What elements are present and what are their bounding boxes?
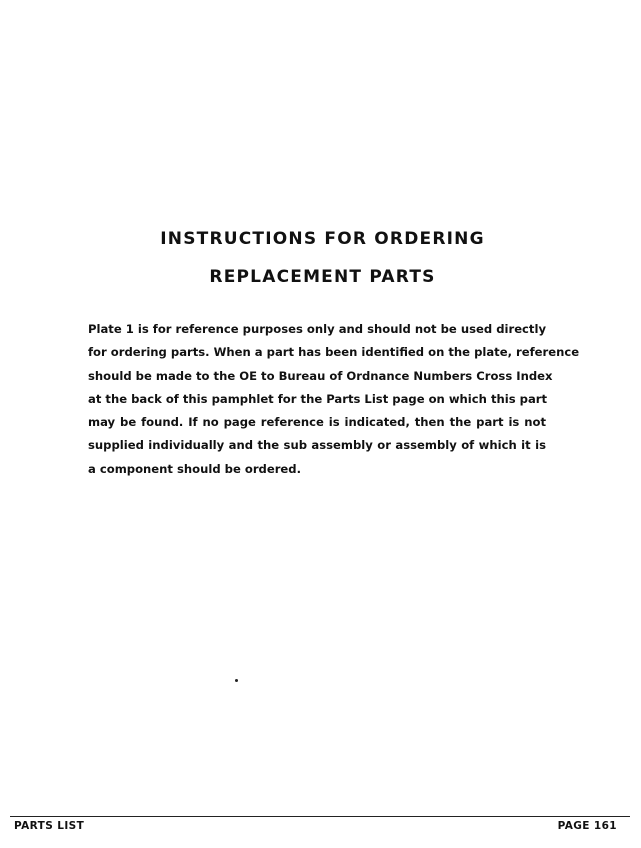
page-title-line-1: INSTRUCTIONS FOR ORDERING xyxy=(160,229,485,249)
paragraph-line: should be made to the OE to Bureau of Ordnance Numbers Cross Index xyxy=(88,368,553,383)
paragraph-line: supplied individually and the sub assembly or assembly of which it is xyxy=(88,438,546,453)
footer-divider xyxy=(10,816,630,817)
print-speck xyxy=(235,679,238,682)
paragraph-line: at the back of this pamphlet for the Parts List page on which this part xyxy=(88,391,548,406)
instructions-paragraph xyxy=(88,318,580,481)
page-title-line-2: REPLACEMENT PARTS xyxy=(209,267,436,287)
paragraph-line: a component should be ordered. xyxy=(88,461,302,476)
paragraph-line: may be found. If no page reference is indicated, then the part is not xyxy=(88,415,546,430)
footer-page-number: PAGE 161 xyxy=(557,820,617,832)
paragraph-line: for ordering parts. When a part has been identified on the plate, reference xyxy=(88,345,580,360)
paragraph-line: Plate 1 is for reference purposes only and should not be used directly xyxy=(88,322,546,336)
footer-section-label: PARTS LIST xyxy=(14,820,85,832)
